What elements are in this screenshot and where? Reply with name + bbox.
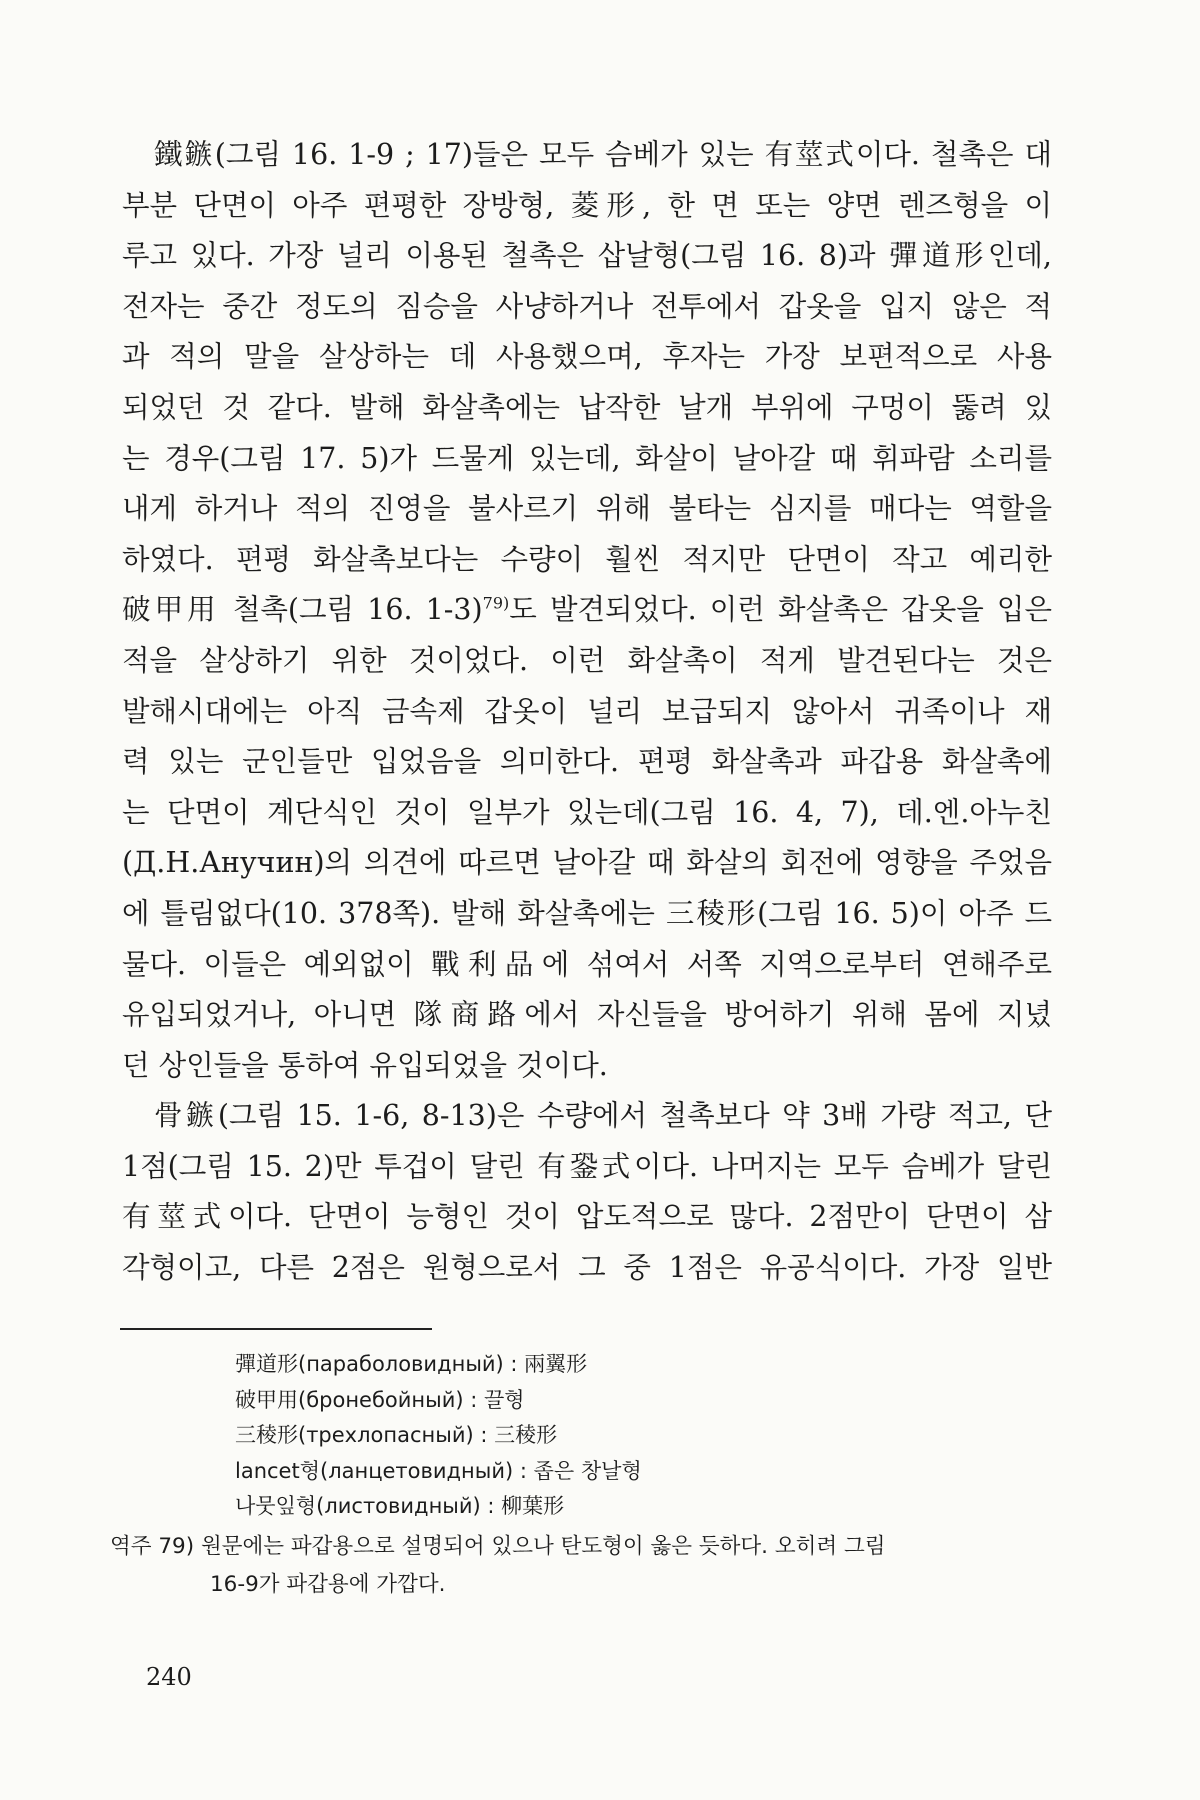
body-line: 적을 살상하기 위한 것이었다. 이런 화살촉이 적게 발견된다는 것은: [122, 643, 1052, 677]
body-line: 되었던 것 같다. 발해 화살촉에는 납작한 날개 부위에 구멍이 뚫려 있: [122, 390, 1052, 424]
main-text: [122, 130, 1052, 1294]
body-line: (Д.Н.Анучин)의 의견에 따르면 날아갈 때 화살의 회전에 영향을 주었음: [122, 846, 1052, 880]
footnote-marker: 79): [482, 593, 510, 613]
translator-note: [110, 1528, 1060, 1604]
body-line-with-footnote: [122, 585, 1052, 636]
body-line: 骨鏃(그림 15. 1-6, 8-13)은 수량에서 철촉보다 약 3배 가량 적고, 단: [154, 1099, 1052, 1133]
body-line: 는 경우(그림 17. 5)가 드물게 있는데, 화살이 날아갈 때 휘파람 소리를: [122, 441, 1052, 475]
body-line: 에 틀림없다(10. 378쪽). 발해 화살촉에는 三稜形(그림 16. 5)이 아주 드: [122, 896, 1052, 930]
footnote-context-before: 破甲用 철촉(그림 16. 1-3): [122, 593, 483, 627]
body-line: 하였다. 편평 화살촉보다는 수량이 훨씬 적지만 단면이 작고 예리한: [122, 542, 1052, 576]
body-line: 鐵鏃(그림 16. 1-9 ; 17)들은 모두 슴베가 있는 有莖式이다. 철촉은 대: [154, 138, 1052, 171]
body-line: 각형이고, 다른 2점은 원형으로서 그 중 1점은 유공식이다. 가장 일반: [122, 1251, 1052, 1285]
translator-note-line: 역주 79) 원문에는 파갑용으로 설명되어 있으나 탄도형이 옳은 듯하다. 오히려 그림: [110, 1534, 886, 1559]
glossary-list: [235, 1347, 642, 1525]
glossary-item: 破甲用(бронебойный) : 끌형: [235, 1387, 525, 1412]
body-line: 발해시대에는 아직 금속제 갑옷이 널리 보급되지 않아서 귀족이나 재: [122, 694, 1052, 728]
glossary-item: lancet형(ланцетовидный) : 좁은 창날형: [235, 1458, 642, 1483]
body-line: 루고 있다. 가장 널리 이용된 철촉은 삽날형(그림 16. 8)과 彈道形인데,: [122, 239, 1052, 273]
body-line: 력 있는 군인들만 입었음을 의미한다. 편평 화살촉과 파갑용 화살촉에: [122, 745, 1052, 779]
body-line: 전자는 중간 정도의 짐승을 사냥하거나 전투에서 갑옷을 입지 않은 적: [122, 289, 1052, 323]
body-line: 물다. 이들은 예외없이 戰利品에 섞여서 서쪽 지역으로부터 연해주로: [122, 947, 1052, 981]
body-line: 유입되었거나, 아니면 隊商路에서 자신들을 방어하기 위해 몸에 지녔: [122, 998, 1052, 1032]
body-line: 는 단면이 계단식인 것이 일부가 있는데(그림 16. 4, 7), 데.엔.아누친: [122, 795, 1052, 829]
body-line: 부분 단면이 아주 편평한 장방형, 菱形, 한 면 또는 양면 렌즈형을 이: [122, 188, 1052, 222]
translator-note-line: 16-9가 파갑용에 가깝다.: [210, 1572, 446, 1597]
glossary-item: 彈道形(параболовидный) : 兩翼形: [235, 1352, 588, 1376]
glossary-item: 나뭇잎형(листовидный) : 柳葉形: [235, 1494, 565, 1518]
body-line: 내게 하거나 적의 진영을 불사르기 위해 불타는 심지를 매다는 역할을: [122, 492, 1052, 526]
body-line: 던 상인들을 통하여 유입되었을 것이다.: [122, 1048, 608, 1082]
glossary-item: 三稜形(трехлопасный) : 三稜形: [235, 1423, 558, 1447]
footnote-context-after: 도 발견되었다. 이런 화살촉은 갑옷을 입은: [509, 593, 1052, 627]
footnote-divider: [120, 1328, 432, 1330]
body-line: 有莖式이다. 단면이 능형인 것이 압도적으로 많다. 2점만이 단면이 삼: [122, 1200, 1052, 1234]
page-number: 240: [146, 1663, 192, 1691]
body-line: 과 적의 말을 살상하는 데 사용했으며, 후자는 가장 보편적으로 사용: [122, 340, 1052, 374]
body-line: 1점(그림 15. 2)만 투겁이 달린 有銎式이다. 나머지는 모두 슴베가 달린: [122, 1149, 1052, 1183]
